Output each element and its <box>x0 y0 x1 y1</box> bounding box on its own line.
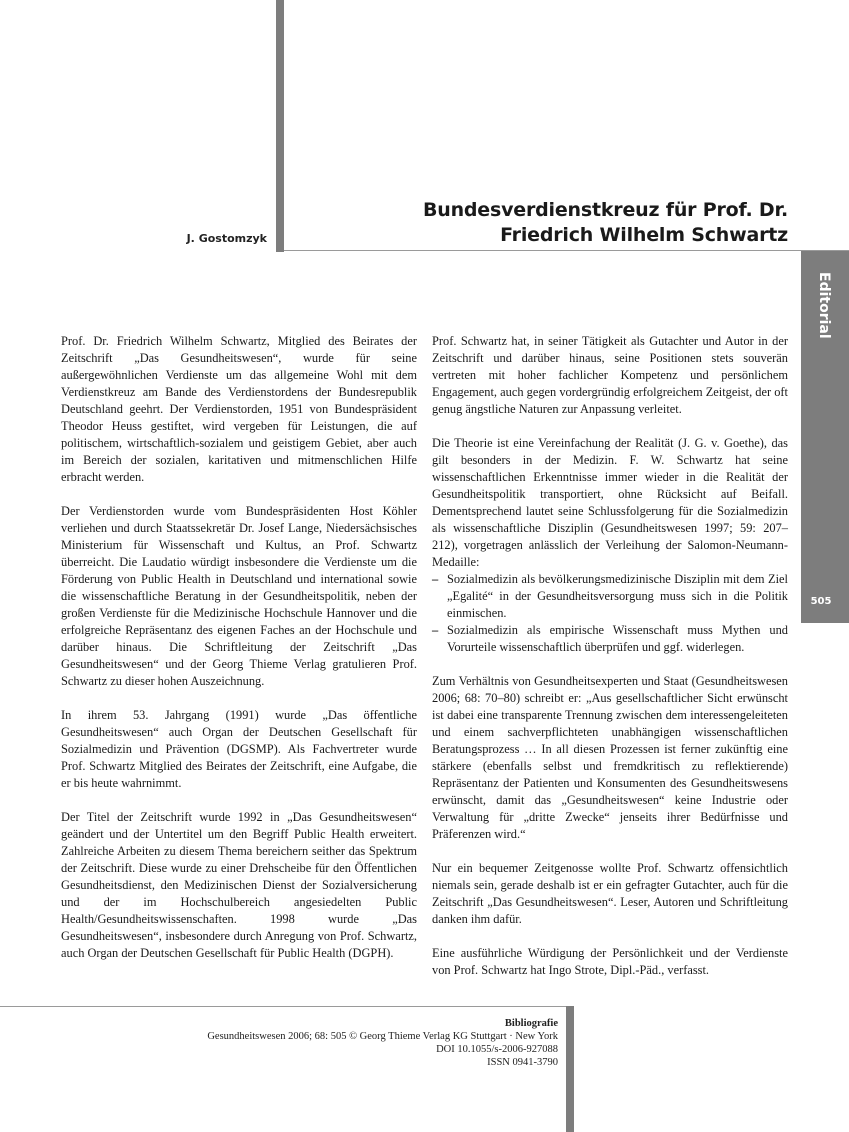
paragraph: Der Verdienstorden wurde vom Bundespräsidenten Host Köhler verliehen und durch Staatssekretär Dr. Josef Lange, Niedersächsisches Ministerium für Wissenschaft und Kultus, an Prof. Schwartz überreicht. Die Laudatio würdigt insbesondere die Verdienste um die Förderung von Public Health in Deutschland und international sowie die wissenschaftliche Beratung in der Gesundheitspolitik, neben der großen Verdienste für die Medizinische Hochschule Hannover und die erfolgreiche Repräsentanz des eigenen Faches an der Hochschule und darüber hinaus. Die Schriftleitung der Zeitschrift „Das Gesundheitswesen“ und der Georg Thieme Verlag gratulieren Prof. Schwartz zu dieser hohen Auszeichnung. <box>61 504 417 688</box>
header-divider <box>284 250 849 251</box>
paragraph: In ihrem 53. Jahrgang (1991) wurde „Das öffentliche Gesundheitswesen“ auch Organ der Deutschen Gesellschaft für Sozialmedizin und Prävention (DGSMP). Als Fachvertreter wurde Prof. Schwartz Mitglied des Beirates der Zeitschrift, eine Aufgabe, die er bis heute wahrnimmt. <box>61 708 417 790</box>
paragraph: Prof. Schwartz hat, in seiner Tätigkeit als Gutachter und Autor in der Zeitschrift und darüber hinaus, seine Positionen stets souverän vertreten mit hoher fachlicher Kompetenz und persönlichem Engagement, auch gegen vordergründig erfolgreichem Zeitgeist, der oft genug ängstliche Naturen zur Anpassung verleitet. <box>432 334 788 416</box>
list-item: – Sozialmedizin als bevölkerungsmedizinische Disziplin mit dem Ziel „Egalité“ in der Gesundheitsversorgung muss sich in die Politik einmischen. <box>432 571 788 622</box>
list-item: – Sozialmedizin als empirische Wissenschaft muss Mythen und Vorurteile wissenschaftlich überprüfen und ggf. widerlegen. <box>432 622 788 656</box>
bibliography-citation: Gesundheitswesen 2006; 68: 505 © Georg Thieme Verlag KG Stuttgart · New York <box>207 1031 558 1042</box>
bibliography-block <box>207 1017 558 1069</box>
bibliography-issn: ISSN 0941-3790 <box>487 1057 558 1068</box>
bibliography-heading: Bibliografie <box>504 1018 558 1029</box>
paragraph: Der Titel der Zeitschrift wurde 1992 in „Das Gesundheitswesen“ geändert und der Untertitel um den Begriff Public Health erweitert. Zahlreiche Arbeiten zu diesem Thema bereichern seither das Spektrum der Zeitschrift. Diese wurde zu einer Drehscheibe für den Öffentlichen Gesundheitsdienst, den Medizinischen Dienst der Sozialversicherung und der im Hochschulbereich angesiedelten Public Health/Gesundheitswissenschaften. 1998 wurde „Das Gesundheitswesen“, insbesondere durch Anregung von Prof. Schwartz, auch Organ der Deutschen Gesellschaft für Public Health (DGPH). <box>61 810 417 960</box>
top-vertical-rule <box>276 0 284 252</box>
left-column <box>61 333 417 979</box>
paragraph: Prof. Dr. Friedrich Wilhelm Schwartz, Mitglied des Beirates der Zeitschrift „Das Gesundheitswesen“, wurde für seine außergewöhnlichen Verdienste um das allgemeine Wohl mit dem Verdienstkreuz am Bande des Verdienstordens der Bundesrepublik Deutschland geehrt. Der Verdienstorden, 1951 von Bundespräsident Theodor Heuss gestiftet, wird vergeben für Leistungen, die auf politischem, wirtschaftlich-sozialem und geistigem Gebiet, aber auch im Bereich der sozialen, karitativen und mitmenschlichen Hilfe erbracht werden. <box>61 334 417 484</box>
author-name: J. Gostomzyk <box>186 232 267 245</box>
paragraph: Eine ausführliche Würdigung der Persönlichkeit und der Verdienste von Prof. Schwartz hat Ingo Strote, Dipl.-Päd., verfasst. <box>432 946 788 977</box>
article-title-line-1: Bundesverdienstkreuz für Prof. Dr. <box>422 199 788 221</box>
page-number: 505 <box>810 596 832 607</box>
bullet-list <box>432 571 788 656</box>
article-title <box>423 198 788 248</box>
section-label: Editorial <box>816 272 832 339</box>
right-column <box>432 333 788 996</box>
paragraph: Die Theorie ist eine Vereinfachung der Realität (J. G. v. Goethe), das gilt besonders in der Medizin. F. W. Schwartz hat seine wissenschaftlichen Erkenntnisse immer wieder in die Realität der Gesundheitspolitik transportiert, ohne Rücksicht auf Beifall. Dementsprechend lautet seine Schlussfolgerung für die Sozialmedizin als wissenschaftliche Disziplin (Gesundheitswesen 1997; 59: 207–212), vorgetragen anlässlich der Verleihung der Salomon-Neumann-Medaille: <box>432 436 788 569</box>
bibliography-doi: DOI 10.1055/s-2006-927088 <box>436 1044 558 1055</box>
paragraph: Zum Verhältnis von Gesundheitsexperten und Staat (Gesundheitswesen 2006; 68: 70–80) schreibt er: „Aus gesellschaftlicher Sicht erwünscht ist dabei eine transparente Trennung zwischen dem interessengeleiteten und einem sachverpflichteten unabhängigen wissenschaftlichen Beratungsprozess … In all diesen Prozessen ist ferner zukünftig eine stärkere (ebenfalls selbst und fremdkritisch zu reflektierende) Repräsentanz der Patienten und Konsumenten des Gesundheitswesens erwünscht, damit das „Gesundheitswesen“ keine Industrie oder Verwaltung für „dritte Zwecke“ jenseits ihrer Bedürfnisse und Präferenzen wird.“ <box>432 674 788 841</box>
article-title-line-2: Friedrich Wilhelm Schwartz <box>500 224 788 246</box>
bottom-vertical-rule <box>566 1006 574 1132</box>
paragraph: Nur ein bequemer Zeitgenosse wollte Prof. Schwartz offensichtlich niemals sein, gerade deshalb ist er ein gefragter Gutachter, auch für die Zeitschrift „Das Gesundheitswesen“. Leser, Autoren und Schriftleitung danken ihm dafür. <box>432 861 788 926</box>
footer-divider <box>0 1006 566 1007</box>
